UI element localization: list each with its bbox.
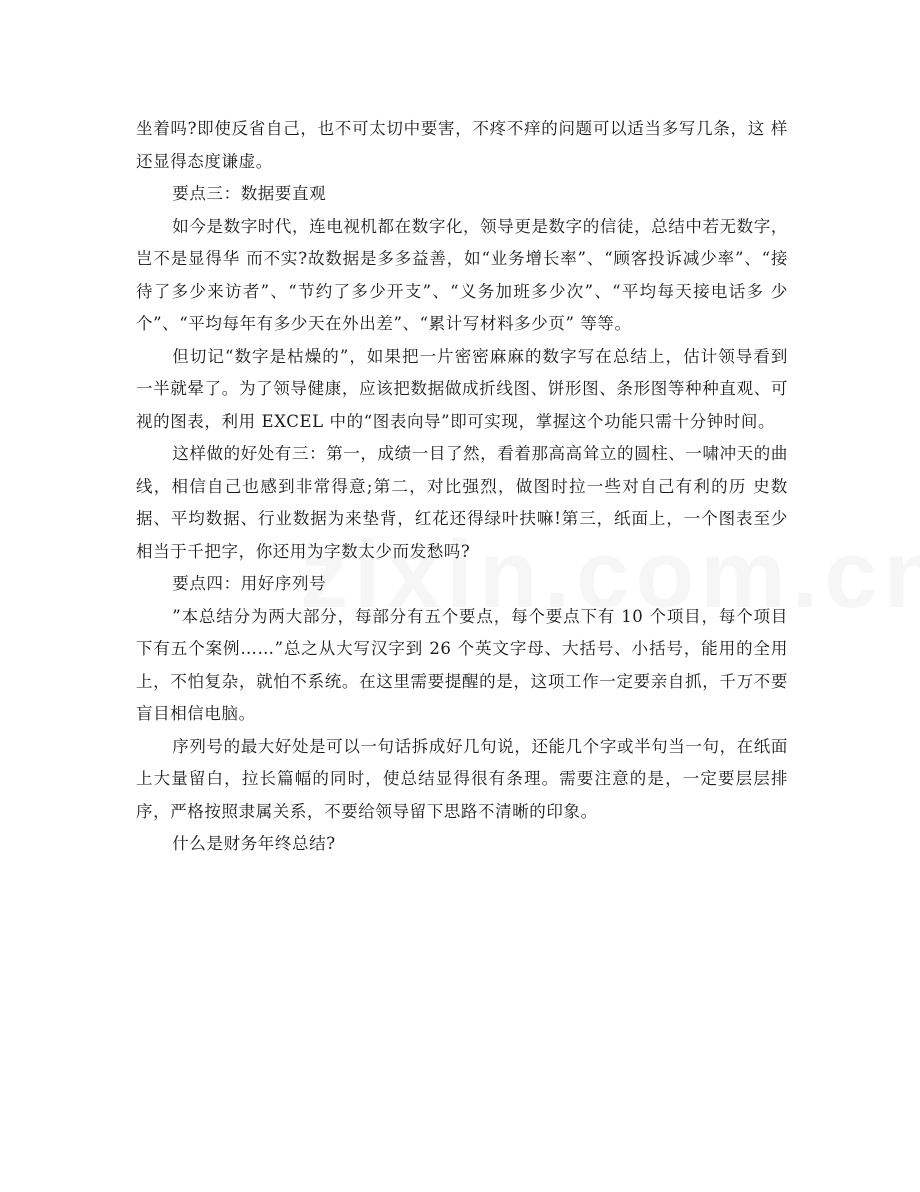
paragraph: 这样做的好处有三：第一，成绩一目了然，看着那高高耸立的圆柱、一啸冲天的曲线，相信自己也感到非常得意;第二，对比强烈，做图时拉一些对自己有利的历 史数据、平均数据、行业数据为来垫背，红花还得绿叶扶嘛!第三，纸面上，一个图表至少相当于千把字，你还用为字数太少而发愁吗? (136, 444, 788, 561)
paragraph: 如今是数字时代，连电视机都在数字化，领导更是数字的信徒，总结中若无数字，岂不是显得华 而不实?故数据是多多益善，如“业务增长率”、“顾客投诉减少率”、“接待了多少来访者”、“节约了多少开支”、“义务加班多少次”、“平均每天接电话多 少个”、“平均每年有多少天在外出差”、“累计写材料多少页” 等等。 (136, 216, 788, 333)
paragraph: 序列号的最大好处是可以一句话拆成好几句说，还能几个字或半句当一句，在纸面上大量留白，拉长篇幅的同时，使总结显得很有条理。需要注意的是，一定要层层排序，严格按照隶属关系，不要给领导留下思路不清晰的印象。 (136, 736, 788, 821)
document-body (136, 113, 788, 861)
section-heading-point-four: 要点四：用好序列号 (172, 574, 327, 593)
section-heading-point-three: 要点三：数据要直观 (172, 184, 327, 203)
paragraph: ”本总结分为两大部分，每部分有五个要点，每个要点下有 10 个项目，每个项目下有五个案例……”总之从大写汉字到 26 个英文字母、大括号、小括号，能用的全用上，不怕复杂，就怕不系统。在这里需要提醒的是，这项工作一定要亲自抓，千万不要盲目相信电脑。 (136, 606, 788, 723)
paragraph: 但切记“数字是枯燥的”，如果把一片密密麻麻的数字写在总结上，估计领导看到一半就晕了。为了领导健康，应该把数据做成折线图、饼形图、条形图等种种直观、可视的图表，利用 EXCEL 中的“图表向导”即可实现，掌握这个功能只需十分钟时间。 (136, 346, 788, 431)
paragraph-continued: 坐着吗?即使反省自己，也不可太切中要害，不疼不痒的问题可以适当多写几条，这 样还显得态度谦虚。 (136, 119, 788, 171)
section-heading-question: 什么是财务年终总结? (172, 834, 336, 853)
